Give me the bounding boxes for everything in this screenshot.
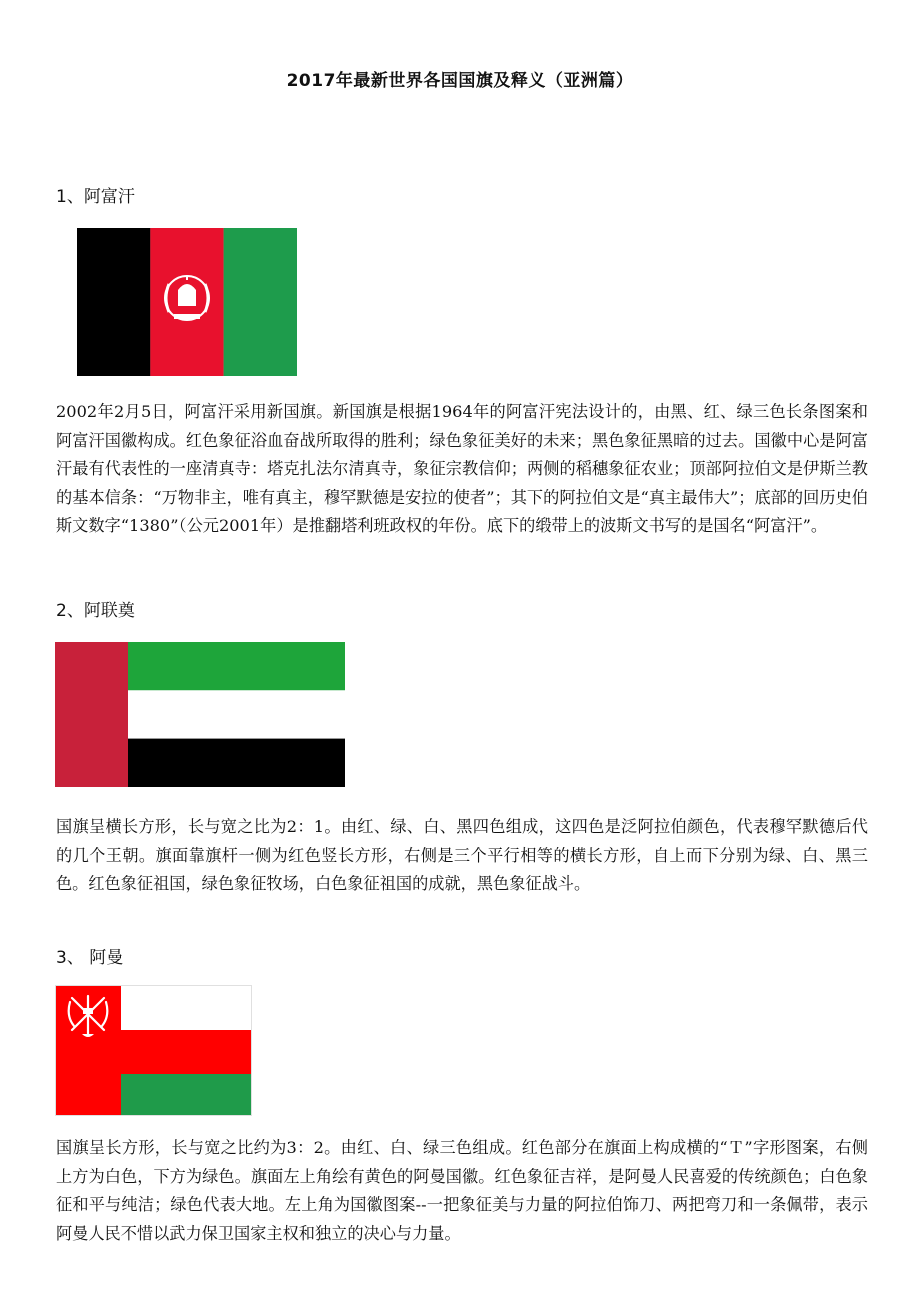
uae-flag	[55, 642, 345, 787]
afghanistan-flag	[77, 228, 297, 376]
afghanistan-flag-green-stripe	[224, 228, 297, 376]
uae-flag-red-band	[55, 642, 128, 787]
uae-flag-black-stripe	[128, 739, 345, 787]
afghanistan-flag-black-stripe	[77, 228, 150, 376]
oman-flag-green-band	[121, 1074, 252, 1116]
oman-flag-red-middle	[121, 1030, 252, 1074]
oman-description: 国旗呈长方形，长与宽之比约为3：2。由红、白、绿三色组成。红色部分在旗面上构成横的“Ｔ”字形图案，右侧上方为白色，下方为绿色。旗面左上角绘有黄色的阿曼国徽。红色象征吉祥，是阿曼人民喜爱的传统颜色；白色象征和平与纯洁；绿色代表大地。左上角为国徽图案--一把象征美与力量的阿拉伯饰刀、两把弯刀和一条佩带，表示阿曼人民不惜以武力保卫国家主权和独立的决心与力量。	[56, 1138, 868, 1243]
uae-description: 国旗呈横长方形，长与宽之比为2：1。由红、绿、白、黑四色组成，这四色是泛阿拉伯颜色，代表穆罕默德后代的几个王朝。旗面靠旗杆一侧为红色竖长方形，右侧是三个平行相等的横长方形，自上而下分别为绿、白、黑三色。红色象征祖国，绿色象征牧场，白色象征祖国的成就，黑色象征战斗。	[56, 817, 868, 893]
uae-flag-green-stripe	[128, 642, 345, 690]
section-heading-afghanistan: 1、阿富汗	[56, 187, 135, 207]
oman-flag-white-band	[121, 986, 252, 1030]
uae-flag-white-stripe	[128, 690, 345, 738]
section-heading-uae: 2、阿联奠	[56, 601, 135, 621]
oman-flag	[55, 985, 252, 1116]
section-heading-oman: 3、 阿曼	[56, 948, 124, 968]
page-title: 2017年最新世界各国国旗及释义（亚洲篇）	[286, 71, 634, 91]
afghanistan-description: 2002年2月5日，阿富汗采用新国旗。新国旗是根据1964年的阿富汗宪法设计的，由黑、红、绿三色长条图案和阿富汗国徽构成。红色象征浴血奋战所取得的胜利；绿色象征美好的未来；黑色象征黑暗的过去。国徽中心是阿富汗最有代表性的一座清真寺：塔克扎法尔清真寺，象征宗教信仰；两侧的稻穗象征农业；顶部阿拉伯文是伊斯兰教的基本信条：“万物非主，唯有真主，穆罕默德是安拉的使者”；其下的阿拉伯文是“真主最伟大”；底部的回历史伯斯文数字“1380”（公元2001年）是推翻塔利班政权的年份。底下的缎带上的波斯文书写的是国名“阿富汗”。	[56, 402, 868, 535]
